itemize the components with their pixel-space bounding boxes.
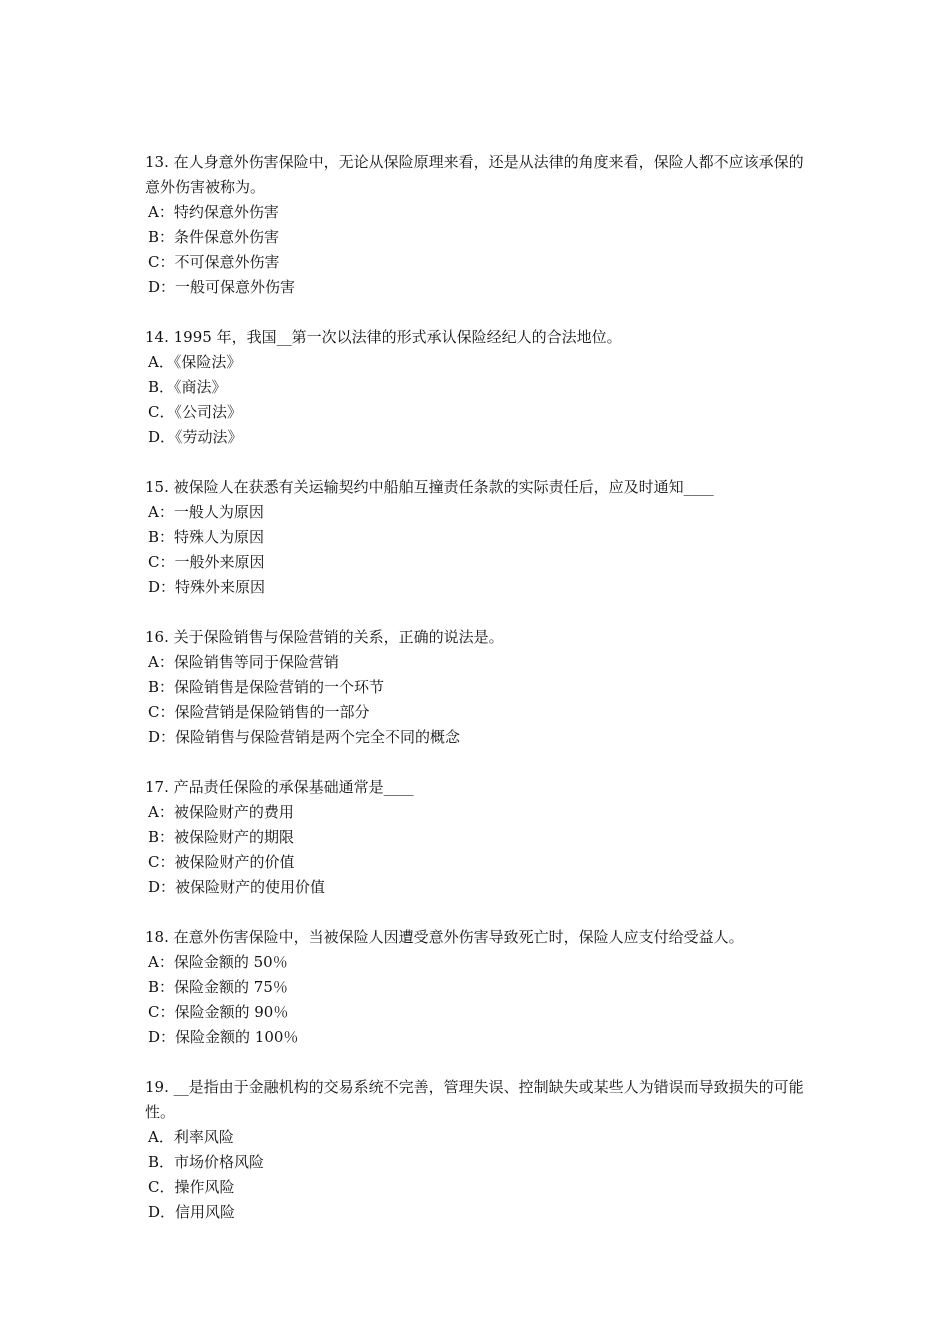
option-c: C：保险金额的 90％: [148, 1003, 289, 1021]
question-13: [145, 150, 810, 300]
option-c: C：保险营销是保险销售的一部分: [148, 703, 370, 721]
question-stem: 19. __是指由于金融机构的交易系统不完善，管理失误、控制缺失或某些人为错误而导致损失的可能性。: [145, 1078, 804, 1121]
question-17: [145, 775, 810, 900]
question-stem: 13. 在人身意外伤害保险中，无论从保险原理来看，还是从法律的角度来看，保险人都不应该承保的意外伤害被称为。: [145, 153, 804, 196]
question-stem: 17. 产品责任保险的承保基础通常是____: [145, 778, 414, 796]
question-16: [145, 625, 810, 750]
option-c: C：被保险财产的价值: [148, 853, 295, 871]
question-19: [145, 1075, 810, 1225]
option-d: D．信用风险: [148, 1203, 236, 1221]
option-d: D：保险金额的 100％: [148, 1028, 299, 1046]
option-b: B：被保险财产的期限: [148, 828, 295, 846]
option-c: C：不可保意外伤害: [148, 253, 280, 271]
question-15: [145, 475, 810, 600]
option-a: A：一般人为原因: [148, 503, 264, 521]
option-a: A：保险销售等同于保险营销: [148, 653, 339, 671]
question-stem: 16. 关于保险销售与保险营销的关系，正确的说法是。: [145, 628, 504, 646]
question-14: [145, 325, 810, 450]
option-b: B：特殊人为原因: [148, 528, 265, 546]
question-list: [145, 150, 810, 1250]
question-stem: 18. 在意外伤害保险中，当被保险人因遭受意外伤害导致死亡时，保险人应支付给受益人。: [145, 928, 744, 946]
option-b: B．《商法》: [148, 378, 227, 396]
question-stem: 14. 1995 年，我国__第一次以法律的形式承认保险经纪人的合法地位。: [145, 328, 622, 346]
option-d: D：保险销售与保险营销是两个完全不同的概念: [148, 728, 461, 746]
option-b: B：条件保意外伤害: [148, 228, 280, 246]
option-d: D：特殊外来原因: [148, 578, 266, 596]
question-18: [145, 925, 810, 1050]
option-b: B：保险金额的 75％: [148, 978, 288, 996]
option-d: D：被保险财产的使用价值: [148, 878, 326, 896]
option-a: A．《保险法》: [148, 353, 242, 371]
option-a: A：保险金额的 50％: [148, 953, 288, 971]
option-d: D：一般可保意外伤害: [148, 278, 296, 296]
option-c: C：一般外来原因: [148, 553, 265, 571]
option-d: D．《劳动法》: [148, 428, 243, 446]
option-b: B．市场价格风险: [148, 1153, 265, 1171]
option-b: B：保险销售是保险营销的一个环节: [148, 678, 385, 696]
option-a: A：特约保意外伤害: [148, 203, 279, 221]
question-stem: 15. 被保险人在获悉有关运输契约中船舶互撞责任条款的实际责任后，应及时通知____: [145, 478, 714, 496]
option-a: A：被保险财产的费用: [148, 803, 294, 821]
option-c: C．《公司法》: [148, 403, 242, 421]
option-c: C．操作风险: [148, 1178, 235, 1196]
option-a: A．利率风险: [148, 1128, 234, 1146]
